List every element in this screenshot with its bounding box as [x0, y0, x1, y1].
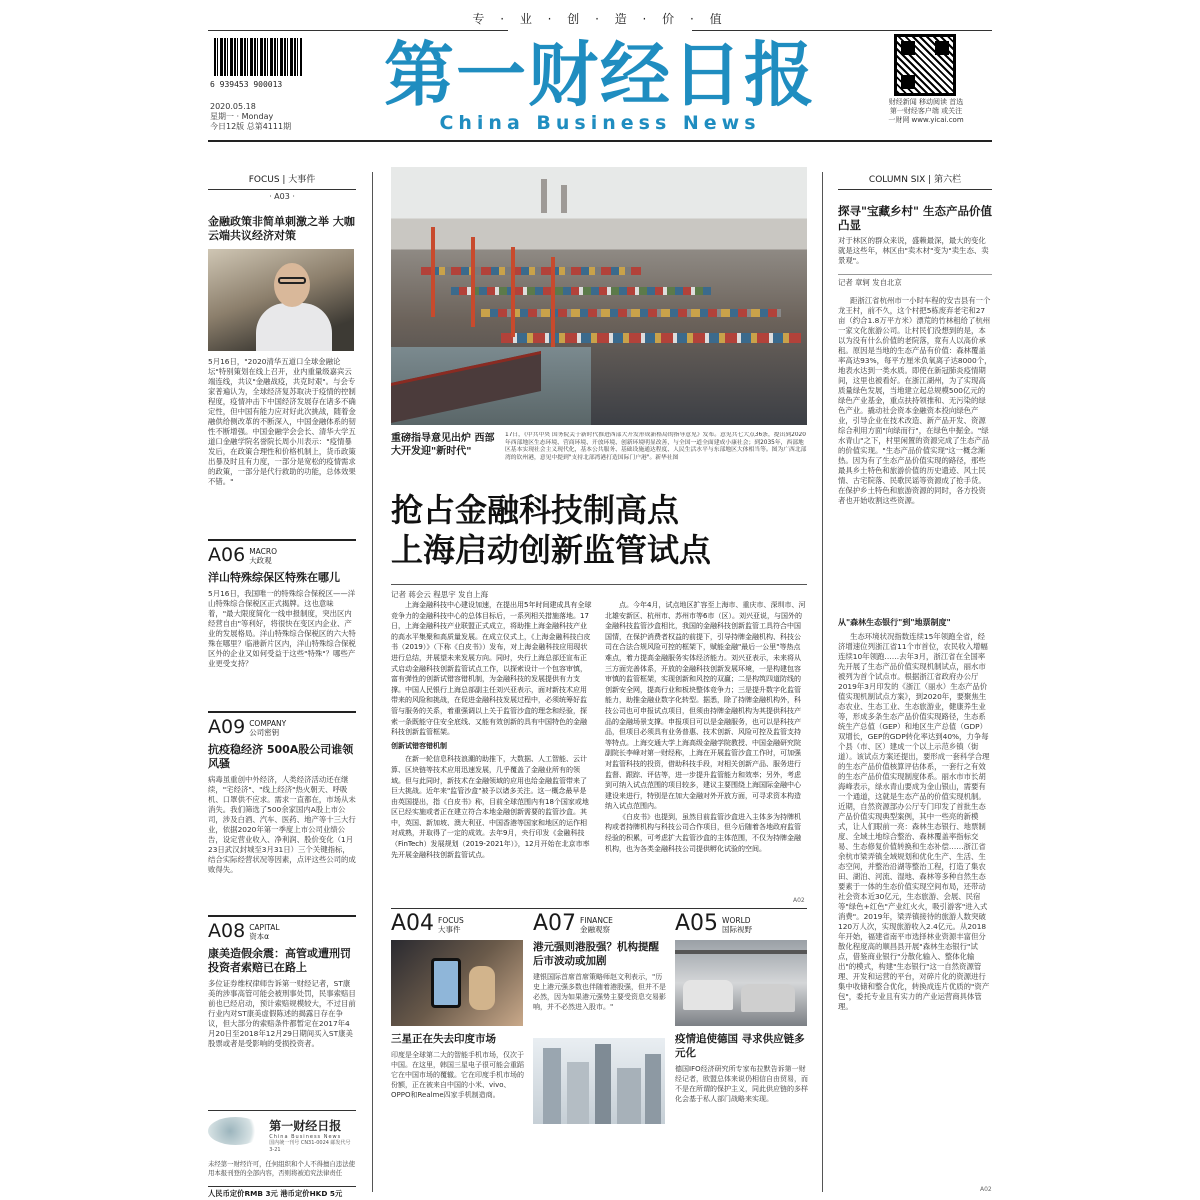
section-label: [438, 914, 464, 934]
section-label-cn: 大事件: [438, 925, 461, 934]
focus-body: 5月16日，"2020清华五道口全球金融论坛"特别策划在线上召开，业内重量级嘉宾云端连线，共议"金融战疫，共克时艰"。与会专家普遍认为，全球经济复苏取决于疫情的控制程度，疫情冲击下中国经济发展存在诸多不确定性，但中国有能力应对好此次挑战，随着金融供给侧改革的不断深入，中国金融体系的韧性不断增强。中国金融学会会长、清华大学五道口金融学院名誉院长周小川表示："疫情暴发后，在政策合理性和价格机制上，货币政策出暴及时且有力度，一部分是宽松的疫情需求的政策，一部分是代行救助的功能，总体效果不错。": [208, 357, 356, 486]
focus-page-ref: · A03 ·: [269, 192, 295, 201]
section-code: A04: [391, 911, 435, 936]
section-label: [249, 717, 286, 737]
section-code: A05: [675, 911, 719, 936]
page-mark-right: A02: [980, 1186, 992, 1193]
photo-containers: [451, 287, 711, 295]
section-label-cn: 公司密钥: [249, 728, 280, 737]
section-code: A06: [208, 544, 246, 566]
focus-header: FOCUS | 大事件: [208, 172, 356, 190]
issue-date: 2020.05.18: [210, 102, 256, 111]
column-six-title[interactable]: 探寻"宝藏乡村" 生态产品价值凸显: [838, 204, 992, 232]
hero-photo-port: [391, 167, 807, 425]
lead-headline-line1: 抢占金融科技制高点: [391, 491, 680, 529]
section-label-en: MACRO: [249, 547, 278, 556]
section-tag: [675, 911, 811, 936]
box-title[interactable]: 疫情追使德国 寻求供应链多元化: [675, 1033, 805, 1059]
footer-logo: [208, 1110, 356, 1154]
photo-car: [683, 980, 733, 1010]
box-body: 德国IFO经济研究所专家布拉默告诉第一财经记者，欧盟总体来说仍相信自由贸易，而不是在所谓的保护主义，同此供应链的多样化会基于私人部门战略来实现。: [675, 1065, 808, 1103]
left-column: [208, 172, 356, 1089]
lead-article-para: 上海金融科技中心建设加速，在提出用5年时间建成具有全球竞争力的金融科技中心的总体目标后，一系列相关措施落地。17日，上海金融科技产业联盟正式成立，将助推上海金融科技产业的高水平集聚和高质量发展。在成立仪式上，《上海金融科技白皮书（2019）》（下称《白皮书》）发布，对上海金融科技应用现状进行总结，并展望未来发展方向。同时，央行上海总部还宣布正式启动金融科技创新监管试点工作，以探索设计一个包容审慎，富有弹性的创新试错容错机制，为金融科技的发展提供有力支撑。中国人民银行上海总部副主任刘兴亚表示，面对新技术应用带来的风险和挑战，在促进金融科技发展过程中，必须统筹好监管与服务的关系，着重强调以上关于监管沙盒的理念和经验，探索一条既能守住安全底线、又能有效创新的具有中国特色的金融科技创新监管框架。: [391, 601, 592, 737]
column-six-body1: 距浙江省杭州市一小时车程的安吉县有一个龙王村，前不久，这个村把5栋废弃老宅和27亩（约合1.8万平方米）漂荒的竹林租给了杭州一家文化旅游公司。让村民们没想到的是，本以为没有什么价值的老院落，竟有人以高价承租。原因是当地的生态产品有价值：森林覆盖率高达93%，每平方厘米负氧离子达8000个，地表水达到一类水质。即使在新冠肺炎疫情期间，这里也被看好。在浙江湖州，为了实现高质量绿色发展，当地建立起总规模500亿元的绿色产业基金，重点扶持领推和、无污染的绿色产业。撬动社会资本金融资本投向绿色产业，引导企业在技术改造、新产品开发、资源综合利用方面"向绿而行"，在绿色中掘金。"绿水青山"之下，村里闲置的资源完成了生态产品的价值实现。"生态产品价值实现"这一概念渐热。因为有了生态产品价值实现的路径，那些最具乡土特色和旅游价值的历史遗迹、风土民情、古宅院落、民歌民谣等资源成了抢手货。在保护乡土特色和旅游资源的同时，各方投资者也开始收割这些资源。: [838, 296, 992, 505]
a09-body: 病毒虽重创中外经济，人类经济活动还在继续，"宅经济"、"线上经济"热火朝天、呼吸机、口罩供不应求。需求一直都在，市场从未消失。我们筛选了500余家国内A股上市公司，涉及白酒、汽车、医药、地产等十三大行业，依据2020年第一季度上市公司业绩公告，设定营业收入、净利润、股价变化（1月23日武汉封城至3月31日）三个关键指标，结合实际经营状况等因素，点评这些公司的成败得失。: [208, 775, 356, 874]
section-label-en: COMPANY: [249, 719, 287, 728]
photo-building: [543, 1048, 561, 1124]
price-line: 人民币定价RMB 3元 港币定价HKD 5元: [208, 1186, 356, 1199]
footer-logo-cn: 第一财经日报: [269, 1119, 342, 1133]
column-six-byline: 记者 章轲 发自北京: [838, 274, 992, 288]
globe-emblem-icon: [208, 1117, 263, 1145]
lead-article-para: 在新一轮信息科技浪潮的助推下，大数据、人工智能、云计算、区块链等技术应用迅速发展，几乎覆盖了金融业所有的领域。但与此同时，新技术在金融领域的应用也给金融监管带来了巨大挑战。近年来"监管沙盒"被予以诸多关注。这一概念最早是由英国提出，指《白皮书》称，目前全球范围内有18个国家或地区已经实施或者正在建立符合本地金融创新需要的监管沙盒。其中，英国、新加坡、澳大利亚、中国香港等国家和地区的运作相对成熟，并取得了一定的成效。去年9月，央行印发《金融科技（FinTech）发展规划（2019-2021年）》，12月开始在北京市率先开展金融科技创新监管试点。: [391, 755, 590, 859]
section-tag-a08: [208, 915, 356, 941]
section-label-cn: 大政观: [249, 556, 272, 565]
section-tag-a09: [208, 711, 356, 737]
lead-article-col1: [391, 600, 593, 904]
photo-caption-title[interactable]: 重磅指导意见出炉 西部大开发迎"新时代": [391, 433, 495, 457]
footer-logo-en: China Business News: [269, 1134, 342, 1140]
box-title[interactable]: 三星正在失去印度市场: [391, 1033, 496, 1045]
lead-article-col2: [605, 600, 807, 904]
section-code: A08: [208, 920, 246, 942]
qr-code-icon[interactable]: [894, 34, 956, 96]
photo-building: [645, 1054, 661, 1124]
footer-meta: 国内统一刊号 CN31-0024 邮发代号 3-21: [269, 1140, 351, 1153]
section-box-a05: [675, 911, 811, 1124]
photo-building: [595, 1044, 611, 1124]
a08-title[interactable]: 康美造假余震：高管或遭刑罚 投资者索赔已在路上: [208, 947, 351, 974]
section-code: A09: [208, 716, 246, 738]
focus-title[interactable]: 金融政策非简单刺激之举 大咖云端共议经济对策: [208, 215, 355, 242]
column-six-subhead: 从"森林生态银行"到"地票制度": [838, 618, 951, 627]
photo-chimney: [541, 179, 547, 213]
photo-figure-shirt: [256, 303, 332, 351]
issue-weekday: 星期一 · Monday: [210, 112, 274, 121]
photo-containers: [481, 309, 781, 317]
issue-info: [210, 102, 291, 132]
photo-crane: [431, 227, 435, 317]
section-box-a07: [533, 911, 669, 1124]
section-label-cn: 金融观察: [580, 925, 611, 934]
photo-figure-glasses: [278, 277, 306, 284]
section-tag-a06: [208, 539, 356, 565]
section-label: [580, 914, 613, 934]
photo-containers: [501, 333, 801, 343]
photo-hand: [469, 966, 495, 1010]
photo-building: [617, 1068, 641, 1124]
section-label-en: CAPITAL: [249, 923, 280, 932]
section-label: [722, 914, 752, 934]
right-column: [838, 172, 992, 1187]
factory-photo: [675, 940, 807, 1026]
section-label-en: FOCUS: [438, 916, 464, 925]
a06-body: 5月16日，我国唯一的特殊综合保税区——洋山特殊综合保税区正式揭牌。这也意味着，"最大限度简化一线申报制度，突出区内经营自由"等利好，将很快在变区内企业、产业的发展格局。洋山特殊综合保税区的六大特殊在哪里？临港新片区内，洋山特殊综合保税区外的企业又如何受益于这些"特殊"？哪些产业更受支持？: [208, 589, 356, 668]
photo-containers: [421, 267, 641, 275]
section-label-en: WORLD: [722, 916, 751, 925]
masthead-title-cn: 第一财经日报: [384, 33, 816, 116]
photo-building: [567, 1062, 589, 1124]
lead-headline-line2: 上海启动创新监管试点: [391, 531, 712, 569]
photo-crane: [471, 237, 475, 327]
phone-icon: [431, 958, 461, 1008]
section-label-cn: 资本α: [249, 932, 270, 941]
a06-title[interactable]: 洋山特殊综保区特殊在哪儿: [208, 571, 340, 584]
skyline-photo: [533, 1038, 665, 1124]
photo-figure-face: [274, 263, 310, 307]
box-body: 印度是全球第二大的智能手机市场，仅次于中国。在这里，韩国三星电子很可能会重蹈它在中国市场的覆辙。它在印度手机市场的份额，正在被来自中国的小米、vivo、OPPO和Realme四家手机制造商。: [391, 1051, 524, 1099]
lead-article-para: 《白皮书》也提到，虽然目前监管沙盒进入主体多为持牌机构或者持牌机构与科技公司合作项目，但今后随着各地政府监管经验的积累，可考虑扩大监管沙盒的主体范围，不仅为持牌金融机构，也为各类金融科技公司提供孵化试验的空间。: [605, 812, 801, 853]
photo-rail: [675, 950, 807, 954]
section-label: [249, 545, 277, 565]
smartphone-photo: [391, 940, 523, 1026]
photo-car: [741, 984, 795, 1012]
footer-logo-text: [269, 1117, 356, 1154]
column-six-body2: 生态环境状况指数连续15年领跑全省，经济增速位列浙江省11个市首位，农民收入增幅连续10年领跑……去年3月，浙江省在全国率先开展了生态产品价值实现机制试点，丽水市被列为首个试点市。根据浙江省政府办公厅2019年3月印发的《浙江（丽水）生态产品价值实现机制试点方案》，到2020年，要聚焦生态农业、生态工业、生态旅游业，健康养生业等，形成多条生态产品价值实现路径，生态系统生产总值（GEP）和地区生产总值（GDP）双增长，GEP的GDP转化率达到40%，力争每个县（市、区）建成一个以上示范乡镇（街道）。该试点方案还提出，要形成一套科学合理的生态产品价值核算评估体系，一套行之有效的生态产品价值实现制度体系。丽水市市长胡海峰表示，绿水青山要成为金山银山，需要有一个通道，这就是生态产品的价值实现机制。近期，自然资源部办公厅专门印发了首批生态产品价值实现典型案例，其中一些亮的新模式，让人们眼前一亮：森林生态银行、地票制度、全域土地综合整治、森林覆盖率指标交易、生态修复价值转换和生态补偿……浙江省余杭市梁弄镇全域规划和优化生产、生活、生态空间，并整治沿湖等整治工程，打造了集农田、湖泊、河流、湿地、森林等多种自然生态要素于一体的生态价值实现空间布局，还带动社会资本近30亿元，生态旅游、会展、民宿等"绿色+红色"产业红火火，吸引游客"进入式消费"。2019年，梁弄镇接待的旅游人数突破120万人次，实现旅游收入2.4亿元。从2018年开始，福建省南平市选择林业资源丰富但分散化程度高的顺昌县开展"森林生态银行"试点，借鉴商业银行"分散化输入、整体化输出"的模式，构建"生态银行"这一自然资源管理、开发和运营的平台，对碎片化的资源进行集中收储和整合优化，转换成连片优质的"资产包"，委托专业且有实力的产业运营商具体管理。: [838, 632, 990, 1011]
box-title[interactable]: 港元强则港股强？机构提醒后市波动或加剧: [533, 941, 659, 967]
qr-caption: 财经新闻 移动阅读 首选第一财经客户端 或关注一财网 www.yicai.com: [888, 98, 964, 124]
lead-headline[interactable]: [391, 490, 807, 570]
photo-crane: [511, 247, 515, 337]
section-tag: [533, 911, 669, 936]
masthead-title-en: China Business News: [439, 112, 761, 134]
lead-article-para: 点。今年4月，试点地区扩容至上海市、重庆市、深圳市、河北雄安新区、杭州市、苏州市等6市（区）。刘兴亚说，与国外的金融科技监管沙盒相比，我国的金融科技创新监管工具符合中国国情，在保护消费者权益的前提下，引导持牌金融机构、科技公司在合法合规风险可控的框架下，赋能金融"最后一公里"等热点难点，着力提高金融服务实体经济能力。刘兴亚表示，未来将从三方面完善体系，开放的金融科技创新发展环境，一是构建包容审慎的监管框架，实现创新和风控的双赢；二是构筑四道防线的创新安全网，提高行业和板块整体竞争力；三是提升数字化监管能力，助推金融业数字化转型。据悉，除了持牌金融机构外，科技公司也可申报试点项目，但须由持牌金融机构为其提供科技产品的金融场景支撑。申报项目可以是金融服务，也可以是科技产品，但项目必须具有业务普惠、技术创新、风险可控及监管支持等特点。上海交通大学上海高级金融学院教授、中国金融研究院副院长李峰对第一财经称，上海在开展监管沙盒工作时，可加强对监管科技的投资，借助科技手段，对相关创新产品、服务进行监督、跟踪、评估等，进一步提升监管能力和效率；另外，考虑到可纳入试点范围的项目较多，建议主要围绕上海国际金融中心建设来进行，特别是在加大金融对外开放方面，可寻求资本构造纳入试点范围内。: [605, 601, 806, 811]
column-six-lede: 对于林区的群众来说，盛赖最深，最大的变化就是这些年，林区由"卖木材"变为"卖生态、卖景观"。: [838, 236, 989, 265]
byline-rule: [391, 584, 807, 585]
section-label-en: FINANCE: [580, 916, 613, 925]
box-body: 建银国际首席首席策略师赵文利表示，"历史上港元强多数也伴随着港股强，但并不是必然，因为如果港元强势主要受资息交易影响，并不必然进入股市。": [533, 973, 666, 1011]
photo-chimney: [561, 185, 567, 213]
column-six-header: COLUMN SIX | 第六栏: [838, 172, 992, 190]
barcode-icon: [214, 38, 302, 76]
column-divider-right: [822, 172, 823, 1192]
section-tag: [391, 911, 527, 936]
column-divider-left: [372, 172, 373, 1192]
lead-byline: 记者 蒋会云 程思宇 发自上海: [391, 590, 489, 599]
section-code: A07: [533, 911, 577, 936]
section-label: [249, 921, 279, 941]
barcode-number: 6 939453 900013: [210, 80, 283, 89]
masthead-motto: 专 · 业 · 创 · 造 · 价 · 值: [472, 12, 728, 26]
page-mark: A02: [793, 897, 805, 904]
section-label-cn: 国际视野: [722, 925, 753, 934]
photo-crane: [551, 257, 555, 347]
footer-branding: [208, 1110, 356, 1178]
photo-caption-body: 17日，《中共中央 国务院关于新时代推进西部大开发形成新格局的指导意见》发布。意见共七大点36条，提出到2020年西部地区生态环境、营商环境、开放环境、创新环境明显改善，与全国一道全面建成小康社会；到2035年，西部地区基本实现社会主义现代化，基本公共服务、基础设施通达程度、人民生活水平与东部地区大体相当等。图为广西北部湾的钦州港，意见中提到"支持北部湾港打造国际门户港"。新华社图: [505, 432, 807, 461]
mid-rule: [391, 908, 807, 909]
a08-body: 多位证券维权律师告诉第一财经记者，ST康美的涉事高管可能会被刑事处罚，民事索赔目前也已经启动，预计索赔规模较大，不过目前行业内对ST康美虚假陈述的揭露日存在争议，但大部分的索赔条件都暂定在2017年4月20日至2018年12月29日期间买入ST康美股票或者是受影响的受损投资者。: [208, 979, 356, 1048]
lead-article-subhead: 创新试错容错机制: [391, 741, 447, 750]
a09-title[interactable]: 抗疫稳经济 500A股公司谁领风骚: [208, 743, 354, 770]
copyright-notice: 未经第一财经许可，任何组织和个人不得擅自违法使用本报刊登的全部内容，否则将被追究法律责任: [208, 1160, 355, 1177]
issue-number: 今日12版 总第4111期: [210, 122, 292, 131]
focus-photo: [208, 249, 354, 351]
masthead-rule: [208, 140, 992, 142]
section-box-a04: [391, 911, 527, 1110]
